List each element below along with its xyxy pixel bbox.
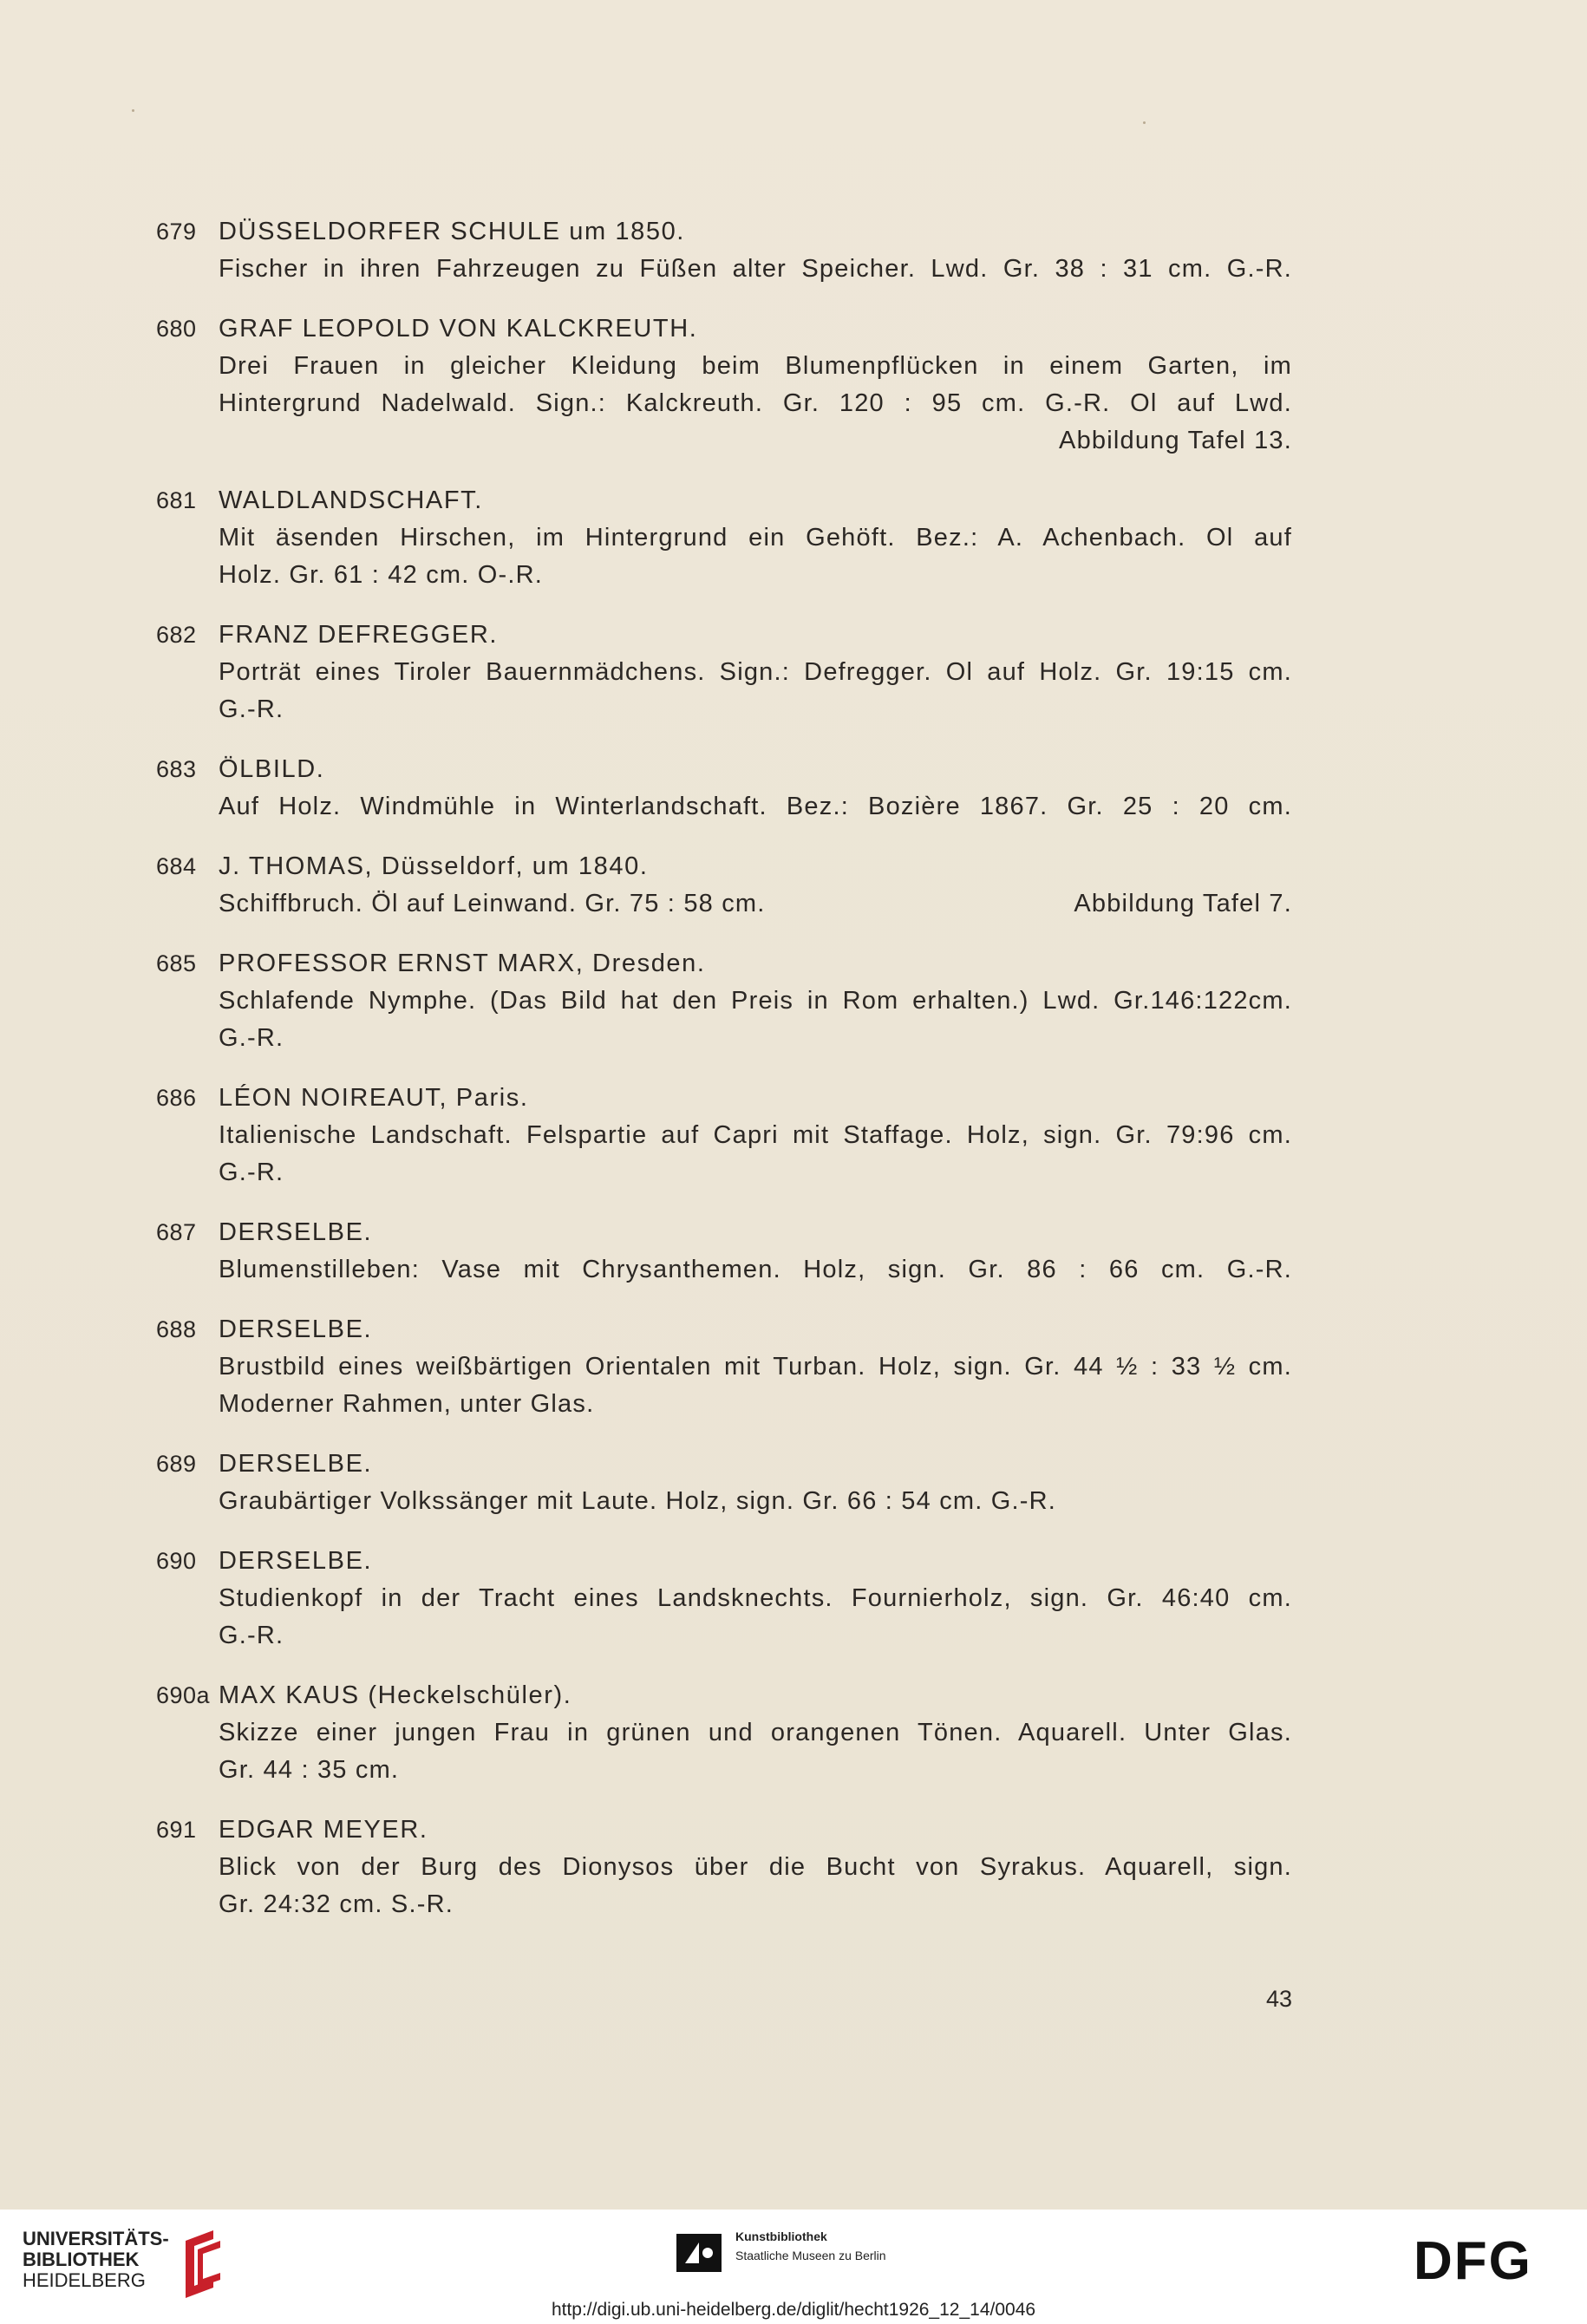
entry-number: 687 [156,1219,197,1245]
catalog-entry [156,1812,1292,1923]
dfg-logo[interactable] [1414,2236,1561,2284]
entry-description: Drei Frauen in gleicher Kleidung beim Blumenpflücken in einem Garten, im [219,352,1292,380]
entry-number: 682 [156,622,197,648]
entry-description: Fischer in ihren Fahrzeugen zu Füßen alter Speicher. Lwd. Gr. 38 : 31 cm. G.-R. [219,255,1292,283]
catalog-entry [156,1446,1292,1520]
catalog-entry [156,848,1292,923]
catalog-entry [156,213,1292,288]
entry-title: PROFESSOR ERNST MARX, Dresden. [219,950,706,977]
page-number: 43 [1266,1986,1293,2012]
entry-title: FRANZ DEFREGGER. [219,621,499,649]
entry-description: Blick von der Burg des Dionysos über die Bucht von Syrakus. Aquarell, sign. [219,1853,1292,1881]
entry-number: 685 [156,950,197,976]
entry-number: 688 [156,1316,197,1342]
catalog-entry [156,1677,1292,1789]
entry-number: 686 [156,1085,197,1111]
digitization-footer [0,2210,1587,2324]
entry-title: GRAF LEOPOLD VON KALCKREUTH. [219,315,698,343]
entry-description: Moderner Rahmen, unter Glas. [219,1390,595,1418]
entry-description: Holz. Gr. 61 : 42 cm. O-.R. [219,561,544,589]
entry-title: MAX KAUS (Heckelschüler). [219,1681,572,1709]
speck [132,109,134,112]
catalog-entry [156,482,1292,594]
entry-number: 690 [156,1548,197,1574]
entry-description: Skizze einer jungen Frau in grünen und orangenen Tönen. Aquarell. Unter Glas. [219,1719,1292,1746]
entry-plate-reference: Abbildung Tafel 13. [1059,427,1292,454]
entry-description: G.-R. [219,1159,284,1186]
kunstbibliothek-emblem-icon [676,2234,722,2272]
entry-description: Studienkopf in der Tracht eines Landsknechts. Fournierholz, sign. Gr. 46:40 cm. [219,1584,1292,1612]
entry-description-row [219,885,1292,923]
dfg-wordmark: DFG [1414,2236,1532,2284]
entry-description: G.-R. [219,1024,284,1052]
entry-title: DERSELBE. [219,1218,373,1246]
entry-description: Italienische Landschaft. Felspartie auf Capri mit Staffage. Holz, sign. Gr. 79:96 cm. [219,1121,1292,1149]
entry-description: Auf Holz. Windmühle in Winterlandschaft. Bez.: Bozière 1867. Gr. 25 : 20 cm. [219,793,1292,820]
ub-line: HEIDELBERG [23,2269,146,2291]
entry-description: Gr. 24:32 cm. S.-R. [219,1890,454,1918]
entry-title: DÜSSELDORFER SCHULE um 1850. [219,218,685,245]
ub-line: UNIVERSITÄTS- [23,2228,169,2249]
entry-number: 684 [156,853,197,879]
entry-title: WALDLANDSCHAFT. [219,486,483,514]
entry-number: 681 [156,487,197,513]
entry-title: ÖLBILD. [219,755,325,783]
ub-emblem-icon [160,2225,234,2300]
catalog-entry [156,1214,1292,1289]
kunstbibliothek-wordmark [735,2227,886,2265]
entry-description: Schlafende Nymphe. (Das Bild hat den Preis in Rom erhalten.) Lwd. Gr.146:122cm. [219,987,1292,1015]
entry-description: G.-R. [219,1622,284,1649]
entry-title: DERSELBE. [219,1547,373,1575]
entry-number: 683 [156,756,197,782]
entry-description: Hintergrund Nadelwald. Sign.: Kalckreuth. Gr. 120 : 95 cm. G.-R. Ol auf Lwd. [219,389,1292,417]
entry-number: 691 [156,1817,197,1843]
catalog-entry [156,1543,1292,1655]
entry-description: Mit äsenden Hirschen, im Hintergrund ein Gehöft. Bez.: A. Achenbach. Ol auf [219,524,1292,552]
entry-description: Brustbild eines weißbärtigen Orientalen mit Turban. Holz, sign. Gr. 44 ½ : 33 ½ cm. [219,1353,1292,1381]
speck [1143,121,1146,124]
catalog-entry [156,751,1292,826]
catalog-entry [156,1080,1292,1191]
catalog-entry [156,617,1292,728]
entry-description: Graubärtiger Volkssänger mit Laute. Holz, sign. Gr. 66 : 54 cm. G.-R. [219,1487,1057,1515]
catalog-entry [156,945,1292,1057]
catalog-entry [156,310,1292,460]
entry-plate-reference: Abbildung Tafel 7. [1074,890,1292,917]
entry-number: 680 [156,316,197,342]
entry-title: LÉON NOIREAUT, Paris. [219,1084,529,1112]
entry-title: EDGAR MEYER. [219,1816,428,1844]
entry-number: 690a [156,1682,211,1708]
ub-line: BIBLIOTHEK [23,2249,140,2270]
catalog-entries [156,213,1292,1946]
entry-title: DERSELBE. [219,1315,373,1343]
kb-line: Kunstbibliothek [735,2229,827,2243]
source-url[interactable]: http://digi.ub.uni-heidelberg.de/diglit/hecht1926_12_14/0046 [551,2300,1036,2320]
entry-number: 689 [156,1451,197,1477]
entry-description: Schiffbruch. Öl auf Leinwand. Gr. 75 : 58 cm. [219,890,766,917]
kb-line: Staatliche Museen zu Berlin [735,2249,886,2262]
entry-title: J. THOMAS, Düsseldorf, um 1840. [219,852,649,880]
entry-description: Gr. 44 : 35 cm. [219,1756,400,1784]
catalog-entry [156,1311,1292,1423]
entry-title: DERSELBE. [219,1450,373,1478]
entry-number: 679 [156,219,197,245]
entry-description: Porträt eines Tiroler Bauernmädchens. Sign.: Defregger. Ol auf Holz. Gr. 19:15 cm. [219,658,1292,686]
entry-description: Blumenstilleben: Vase mit Chrysanthemen. Holz, sign. Gr. 86 : 66 cm. G.-R. [219,1256,1292,1283]
entry-description: G.-R. [219,695,284,723]
